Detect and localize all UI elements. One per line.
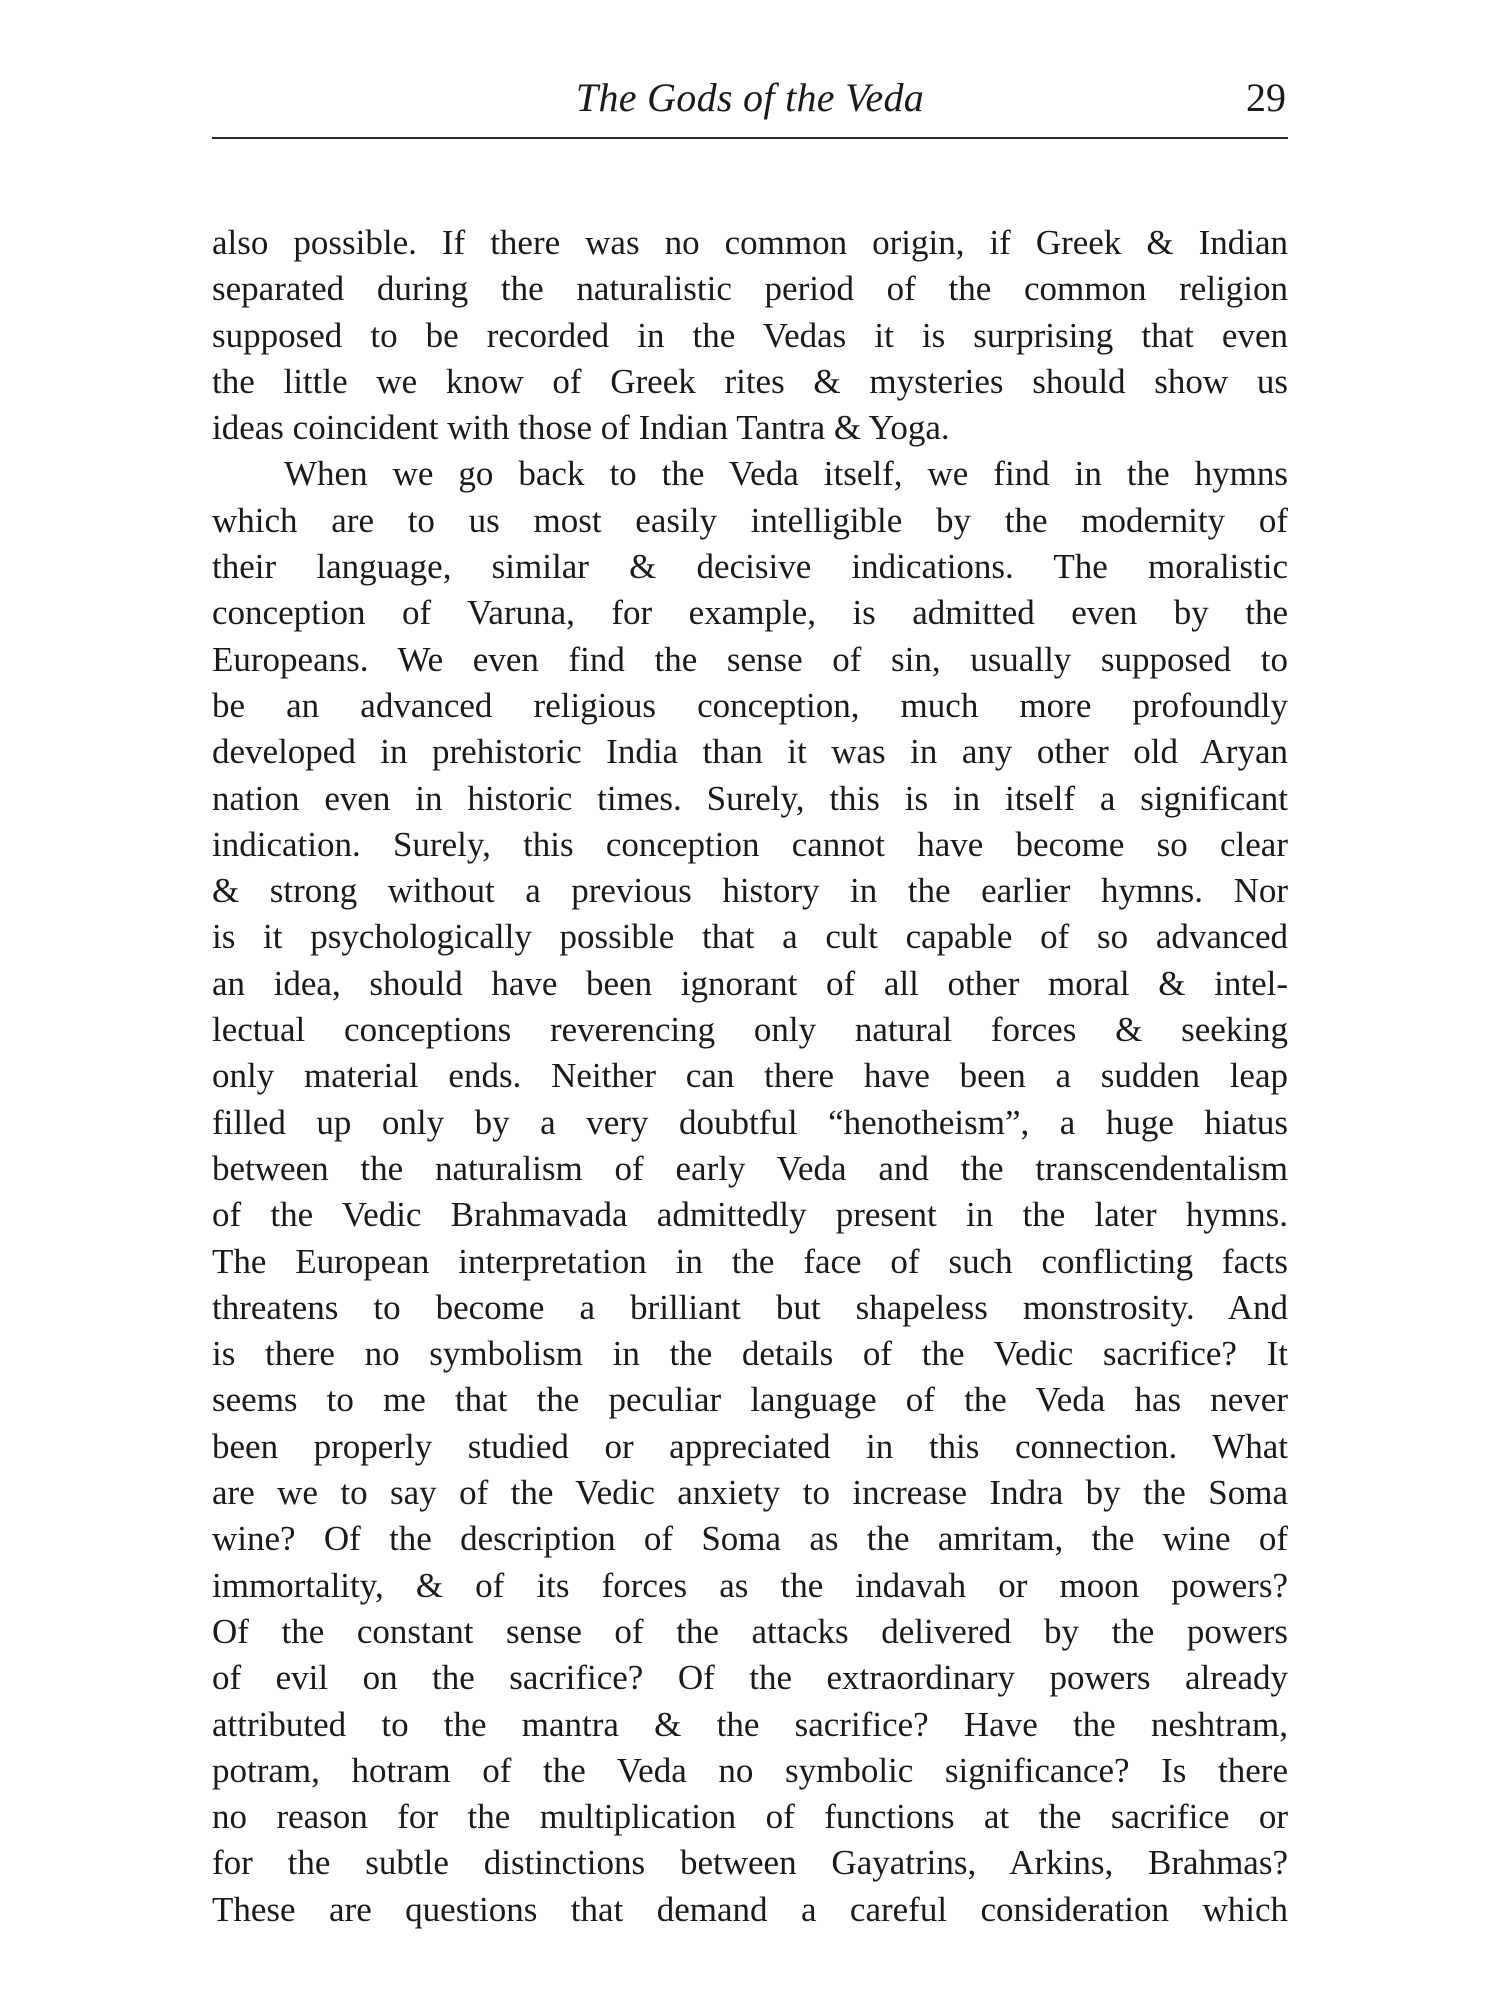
text-line: These are questions that demand a careful consideration which [212, 1889, 1288, 1929]
text-line: no reason for the multiplication of functions at the sacrifice or [212, 1797, 1288, 1837]
running-title: The Gods of the Veda [575, 75, 925, 120]
text-line: immortality, & of its forces as the indavah or moon powers? [212, 1565, 1288, 1605]
text-line: between the naturalism of early Veda and the transcendentalism [212, 1148, 1288, 1188]
text-line: is it psychologically possible that a cult capable of so advanced [212, 917, 1288, 957]
text-line: potram, hotram of the Veda no symbolic significance? Is there [212, 1750, 1288, 1790]
text-line: be an advanced religious conception, much more profoundly [212, 685, 1288, 725]
text-line: wine? Of the description of Soma as the amritam, the wine of [212, 1519, 1288, 1559]
text-line: filled up only by a very doubtful “henotheism”, a huge hiatus [212, 1102, 1288, 1142]
text-line: lectual conceptions reverencing only natural forces & seeking [212, 1010, 1288, 1050]
text-line: of the Vedic Brahmavada admittedly present in the later hymns. [212, 1195, 1288, 1235]
header-rule [212, 137, 1288, 139]
text-line: been properly studied or appreciated in this connection. What [212, 1426, 1288, 1466]
text-line: is there no symbolism in the details of the Vedic sacrifice? It [212, 1334, 1288, 1374]
text-line: developed in prehistoric India than it was in any other old Aryan [212, 732, 1288, 772]
text-line: Of the constant sense of the attacks delivered by the powers [212, 1611, 1288, 1651]
text-line: are we to say of the Vedic anxiety to increase Indra by the Soma [212, 1473, 1288, 1513]
text-line: only material ends. Neither can there have been a sudden leap [212, 1056, 1288, 1096]
text-line: ideas coincident with those of Indian Tantra & Yoga. [212, 408, 950, 448]
text-line: When we go back to the Veda itself, we find in the hymns [284, 454, 1288, 494]
text-line: nation even in historic times. Surely, this is in itself a significant [212, 778, 1288, 818]
text-line: The European interpretation in the face of such conflicting facts [212, 1241, 1288, 1281]
text-line: conception of Varuna, for example, is admitted even by the [212, 593, 1288, 633]
text-line: indication. Surely, this conception cannot have become so clear [212, 824, 1288, 864]
text-line: also possible. If there was no common origin, if Greek & Indian [212, 223, 1288, 262]
text-line: separated during the naturalistic period of the common religion [212, 269, 1288, 309]
text-line: seems to me that the peculiar language of the Veda has never [212, 1380, 1288, 1420]
text-line: of evil on the sacrifice? Of the extraordinary powers already [212, 1658, 1288, 1698]
text-line: which are to us most easily intelligible by the modernity of [212, 500, 1288, 540]
text-line: threatens to become a brilliant but shapeless monstrosity. And [212, 1287, 1288, 1327]
text-line: an idea, should have been ignorant of all other moral & intel- [212, 963, 1288, 1003]
text-line: Europeans. We even find the sense of sin, usually supposed to [212, 639, 1288, 679]
text-line: supposed to be recorded in the Vedas it is surprising that even [212, 315, 1288, 355]
body-text [212, 220, 1288, 1933]
page-number: 29 [1246, 75, 1286, 120]
text-line: the little we know of Greek rites & mysteries should show us [212, 361, 1288, 401]
text-line: for the subtle distinctions between Gayatrins, Arkins, Brahmas? [212, 1843, 1288, 1883]
running-head [212, 68, 1288, 128]
text-line: their language, similar & decisive indications. The moralistic [212, 547, 1288, 587]
text-line: & strong without a previous history in the earlier hymns. Nor [212, 871, 1288, 911]
text-line: attributed to the mantra & the sacrifice? Have the neshtram, [212, 1704, 1288, 1744]
